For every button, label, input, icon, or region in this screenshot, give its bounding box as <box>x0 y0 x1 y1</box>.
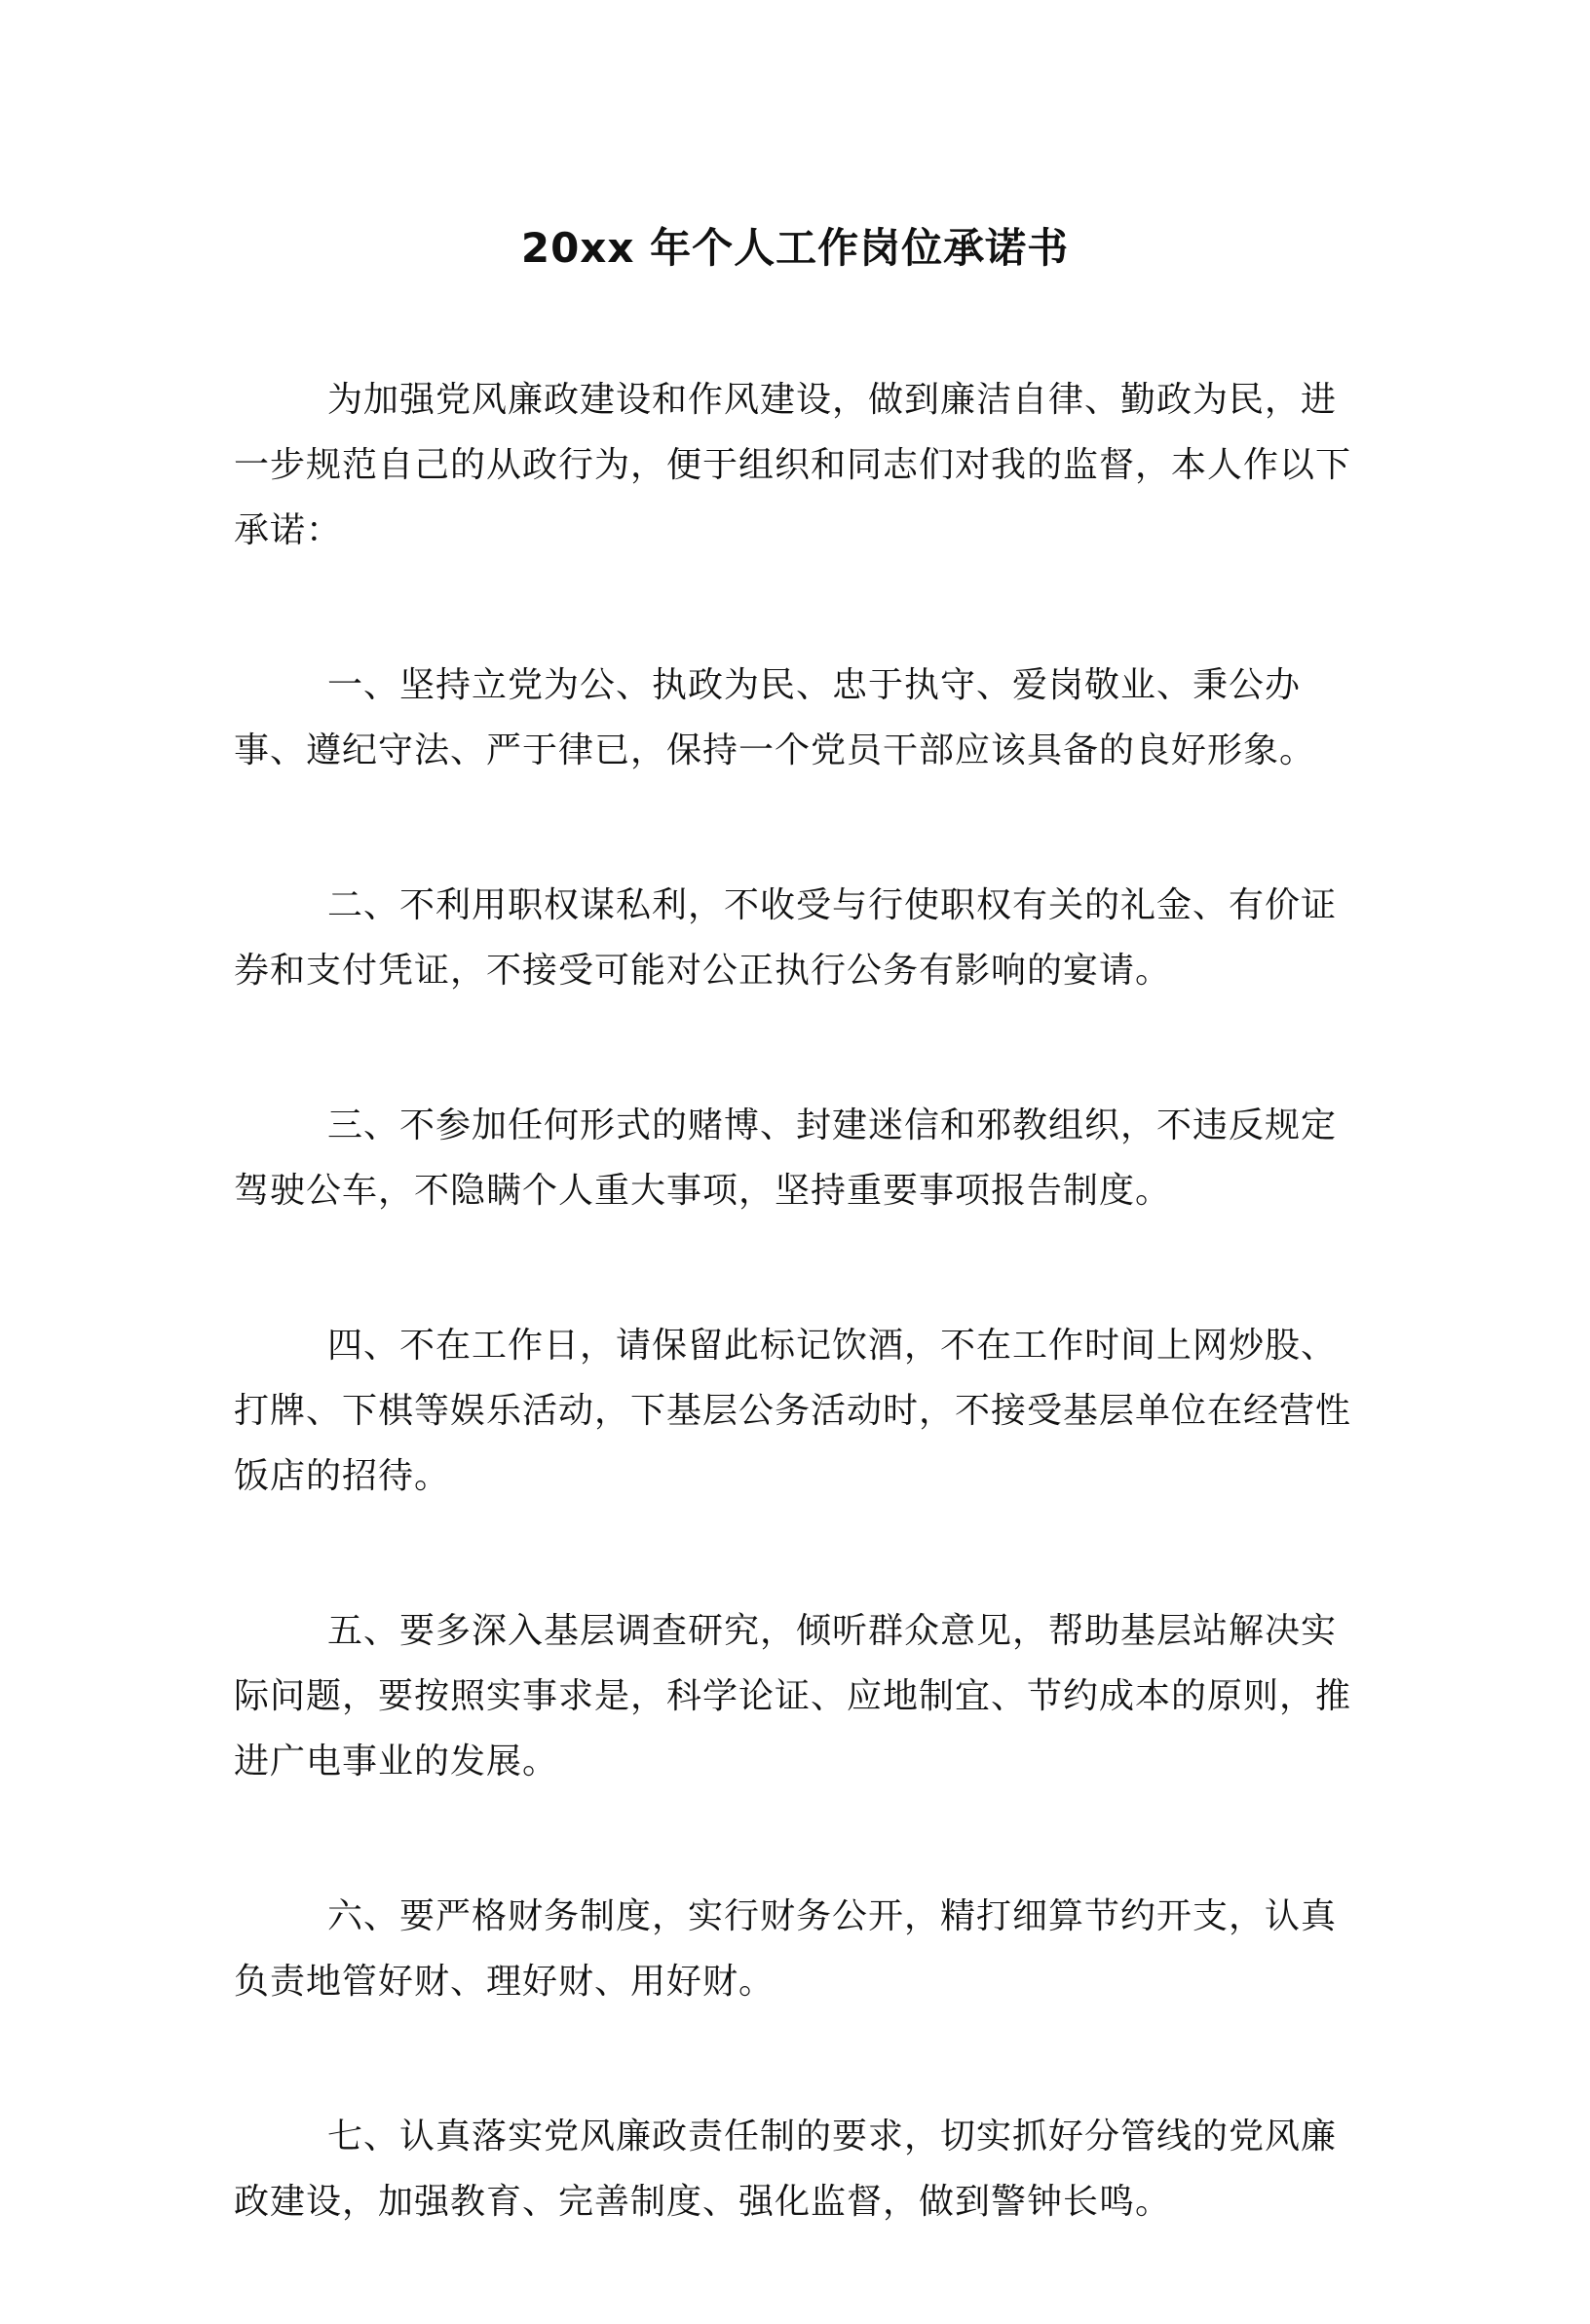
commitment-item-6: 六、要严格财务制度，实行财务公开，精打细算节约开支，认真负责地管好财、理好财、用好财。 <box>234 1896 1338 2002</box>
document-body <box>234 367 1359 2324</box>
intro-paragraph: 为加强党风廉政建设和作风建设，做到廉洁自律、勤政为民，进一步规范自己的从政行为，便于组织和同志们对我的监督，本人作以下承诺： <box>234 380 1352 550</box>
commitment-item-7: 七、认真落实党风廉政责任制的要求，切实抓好分管线的党风廉政建设，加强教育、完善制度、强化监督，做到警钟长鸣。 <box>234 2117 1338 2222</box>
commitment-item-3: 三、不参加任何形式的赌博、封建迷信和邪教组织，不违反规定驾驶公车，不隐瞒个人重大事项，坚持重要事项报告制度。 <box>234 1106 1338 1211</box>
document-title: 20xx 年个人工作岗位承诺书 <box>520 224 1070 272</box>
commitment-item-4: 四、不在工作日，请保留此标记饮酒，不在工作时间上网炒股、打牌、下棋等娱乐活动，下基层公务活动时，不接受基层单位在经营性饭店的招待。 <box>234 1326 1352 1496</box>
commitment-item-5: 五、要多深入基层调查研究，倾听群众意见，帮助基层站解决实际问题，要按照实事求是，科学论证、应地制宜、节约成本的原则，推进广电事业的发展。 <box>234 1611 1352 1781</box>
commitment-item-2: 二、不利用职权谋私利，不收受与行使职权有关的礼金、有价证券和支付凭证，不接受可能对公正执行公务有影响的宴请。 <box>234 885 1338 991</box>
commitment-item-1: 一、坚持立党为公、执政为民、忠于执守、爱岗敬业、秉公办事、遵纪守法、严于律已，保持一个党员干部应该具备的良好形象。 <box>234 665 1316 770</box>
